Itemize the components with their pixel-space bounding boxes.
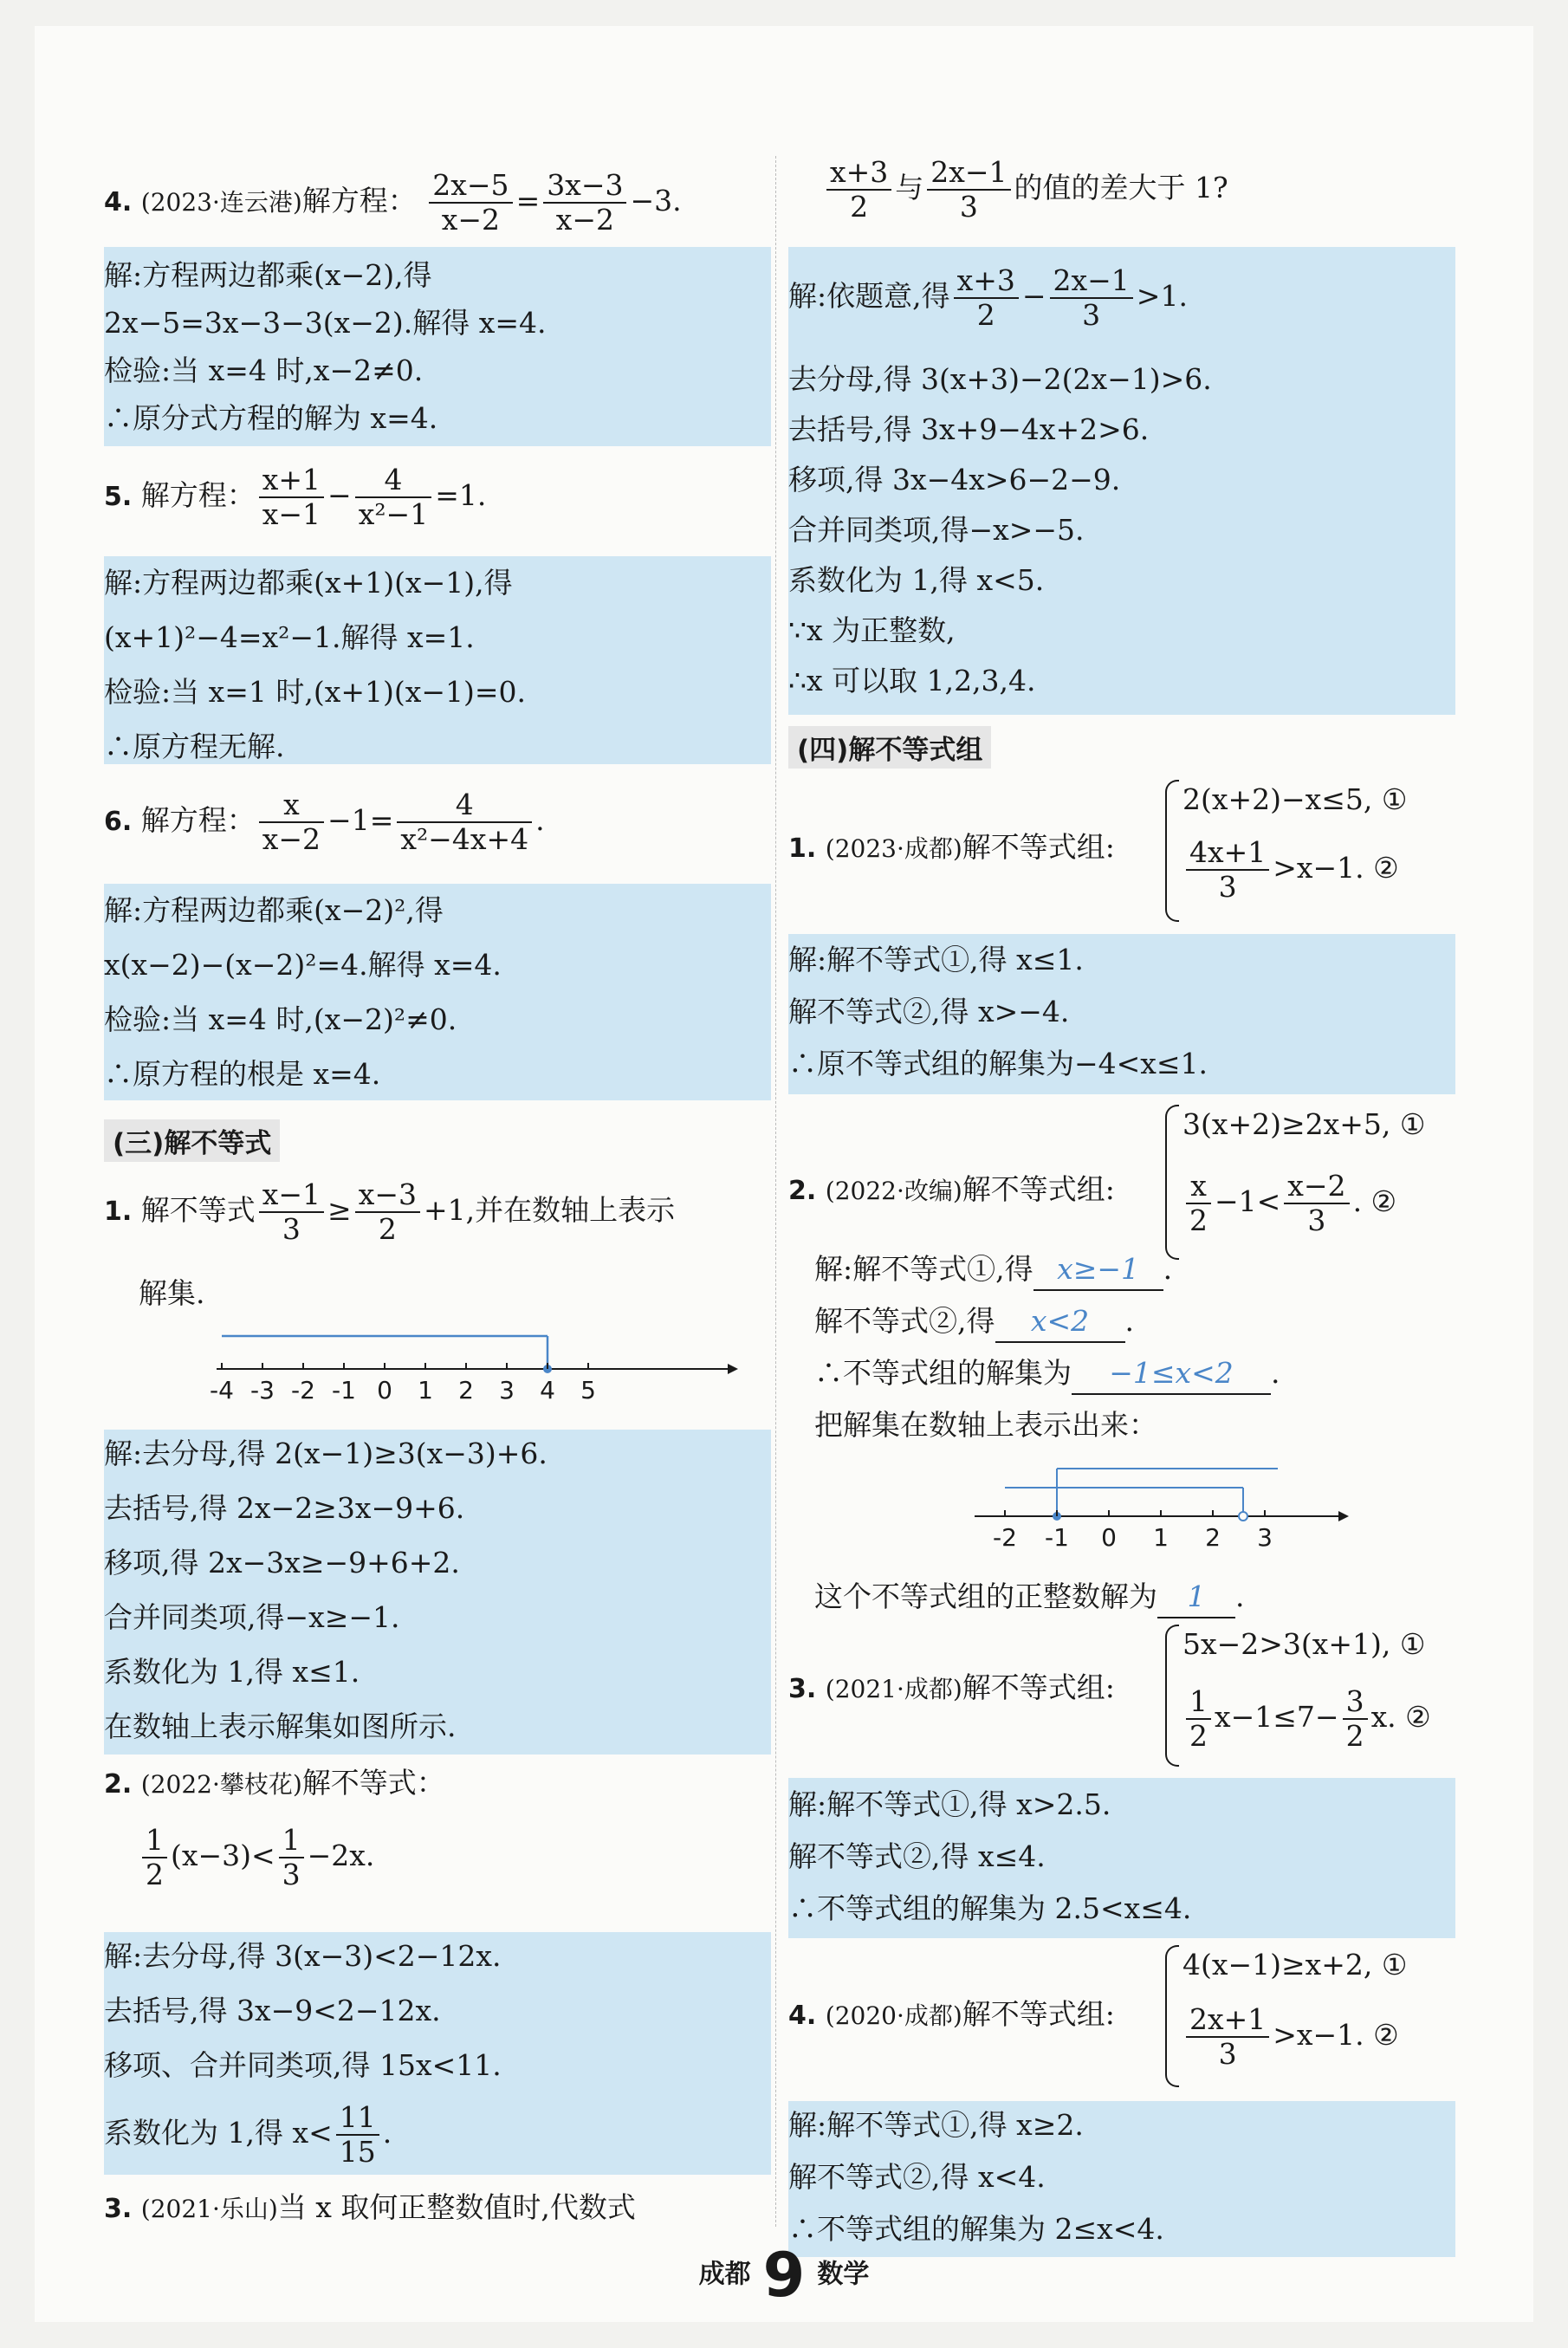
question-3-continued: $\frac{x+3}{2}$ 与 $\frac{2x-1}{3}$ 的值的差大于 1? <box>823 156 1228 224</box>
solution-line: 解:方程两边都乘(x+1)(x−1),得 <box>104 566 513 600</box>
page <box>35 26 1533 2322</box>
page-number: 9 <box>762 2240 806 2311</box>
fraction: $\frac{x+3}{2}$ <box>954 264 1019 332</box>
axis-label: 2 <box>1205 1523 1221 1552</box>
fraction: $\frac{2x-1}{3}$ <box>1050 264 1133 332</box>
system-row: $\frac{x}{2}$ −1< $\frac{x-2}{3}$ . ② <box>1182 1170 1396 1237</box>
solution-line: ∴原方程的根是 x=4. <box>104 1057 381 1091</box>
solution-line: 去分母,得 3(x+3)−2(2x−1)>6. <box>788 362 1212 396</box>
solution-line: 系数化为 1,得 x< $\frac{11}{15}$ . <box>104 2100 392 2169</box>
axis-label: -3 <box>250 1376 275 1404</box>
fraction: $\frac{1}{2}$ <box>142 1824 167 1891</box>
solution-line: 这个不等式组的正整数解为 1 . <box>814 1577 1245 1618</box>
answer-blank[interactable]: −1≤x<2 <box>1072 1353 1271 1395</box>
solution-line: 2x−5=3x−3−3(x−2).解得 x=4. <box>104 306 547 340</box>
question-2-expr: $\frac{1}{2}$ (x−3)< $\frac{1}{3}$ −2x. <box>139 1824 374 1891</box>
section-heading-4: (四)解不等式组 <box>788 726 991 769</box>
system-row: 4(x−1)≥x+2, ① <box>1182 1948 1408 1982</box>
solution-line: 把解集在数轴上表示出来： <box>814 1408 1157 1442</box>
endpoint-circle <box>1239 1512 1247 1521</box>
question-1-line2: 解集. <box>139 1276 205 1310</box>
answer-blank[interactable]: x<2 <box>995 1301 1125 1343</box>
solution-line: 去括号,得 3x−9<2−12x. <box>104 1994 441 2027</box>
solution-line: 去括号,得 2x−2≥3x−9+6. <box>104 1491 465 1525</box>
system-row: $\frac{1}{2}$ x−1≤7− $\frac{3}{2}$ x. ② <box>1182 1685 1431 1753</box>
solution-line: 解:解不等式①,得 x≥2. <box>788 2108 1084 2142</box>
number-line-1 <box>210 1326 736 1421</box>
solution-line: 解不等式②,得 x<2 . <box>814 1301 1134 1343</box>
fraction: $\frac{1}{3}$ <box>279 1824 304 1891</box>
column-divider <box>775 156 776 2227</box>
system-row: 3(x+2)≥2x+5, ① <box>1182 1107 1426 1141</box>
solution-line: 合并同类项,得−x>−5. <box>788 513 1085 547</box>
brace <box>1165 1945 1179 2087</box>
solution-line: 解:方程两边都乘(x−2)²,得 <box>104 893 444 927</box>
fraction: $\frac{4}{\text{x²−1}}$ <box>355 464 432 531</box>
system-4: 4. (2020·成都)解不等式组: <box>788 1997 1115 2031</box>
solution-line: ∵x 为正整数, <box>788 613 956 647</box>
solution-line: 解:去分母,得 2(x−1)≥3(x−3)+6. <box>104 1437 548 1470</box>
fraction: $\frac{2x-5}{x-2}$ <box>429 169 512 237</box>
axis-label: -1 <box>332 1376 356 1404</box>
solution-line: ∴不等式组的解集为 2≤x<4. <box>788 2212 1164 2246</box>
solution-line: 解:方程两边都乘(x−2),得 <box>104 258 432 292</box>
axis-label: -4 <box>210 1376 234 1404</box>
system-row: 2(x+2)−x≤5, ① <box>1182 782 1408 816</box>
problem-4: 4. (2023·连云港)解方程： $\frac{2x-5}{x-2}$ = $\frac{3x-3}{x-2}$ −3. <box>104 168 682 237</box>
solution-line: 移项,得 3x−4x>6−2−9. <box>788 463 1121 496</box>
solution-line: ∴原分式方程的解为 x=4. <box>104 401 438 435</box>
axis-label: 0 <box>1101 1523 1117 1552</box>
question-2: 2. (2022·攀枝花)解不等式： <box>104 1766 445 1800</box>
system-2: 2. (2022·改编)解不等式组: <box>788 1172 1115 1206</box>
axis-label: -2 <box>291 1376 315 1404</box>
solution-line: 在数轴上表示解集如图所示. <box>104 1709 457 1743</box>
solution-line: 解:解不等式①,得 x>2.5. <box>788 1787 1111 1821</box>
fraction: $\frac{2x+1}{3}$ <box>1186 2003 1269 2071</box>
axis-label: 4 <box>540 1376 555 1404</box>
fraction: $\frac{3x-3}{x-2}$ <box>543 169 626 237</box>
solution-line: x(x−2)−(x−2)²=4.解得 x=4. <box>104 948 502 982</box>
question-3: 3. (2021·乐山)当 x 取何正整数值时,代数式 <box>104 2190 636 2224</box>
solution-line: ∴x 可以取 1,2,3,4. <box>788 664 1036 697</box>
system-1: 1. (2023·成都)解不等式组: <box>788 830 1115 864</box>
solution-line: ∴原不等式组的解集为−4<x≤1. <box>788 1047 1208 1080</box>
solution-line: 解不等式②,得 x>−4. <box>788 995 1070 1028</box>
question-1: 1. 解不等式 $\frac{x-1}{3}$ ≥ $\frac{x-3}{2}$ +1,并在数轴上表示 <box>104 1177 676 1246</box>
axis-label: 0 <box>377 1376 392 1404</box>
fraction: $\frac{11}{15}$ <box>336 2101 379 2169</box>
solution-line: 解不等式②,得 x≤4. <box>788 1839 1046 1873</box>
footer-subject: 数学 <box>817 2259 870 2290</box>
fraction: $\frac{x-2}{3}$ <box>1284 1170 1349 1237</box>
fraction: $\frac{4}{\text{x²−4x+4}}$ <box>397 788 532 856</box>
fraction: $\frac{x+3}{2}$ <box>826 156 891 224</box>
problem-6: 6. 解方程： $\frac{x}{x-2}$ −1= $\frac{4}{\text{x²−4x+4}}$ . <box>104 788 545 856</box>
section-heading-3: (三)解不等式 <box>104 1119 280 1162</box>
solution-line: ∴不等式组的解集为 2.5<x≤4. <box>788 1891 1192 1925</box>
solution-line: 解:去分母,得 3(x−3)<2−12x. <box>104 1939 502 1973</box>
fraction: $\frac{x}{x-2}$ <box>259 788 324 856</box>
axis-label: 3 <box>1257 1523 1273 1552</box>
solution-line: 解不等式②,得 x<4. <box>788 2160 1046 2194</box>
axis-label: 5 <box>580 1376 596 1404</box>
solution-line: 系数化为 1,得 x≤1. <box>104 1655 360 1689</box>
solution-box <box>104 1430 771 1755</box>
axis-label: 3 <box>499 1376 515 1404</box>
fraction: $\frac{1}{2}$ <box>1186 1685 1211 1753</box>
axis-label: 1 <box>1153 1523 1169 1552</box>
answer-blank[interactable]: x≥−1 <box>1033 1249 1163 1291</box>
solution-line: 移项、合并同类项,得 15x<11. <box>104 2048 502 2082</box>
solution-line: 去括号,得 3x+9−4x+2>6. <box>788 412 1150 446</box>
solution-line: (x+1)²−4=x²−1.解得 x=1. <box>104 620 475 654</box>
brace <box>1165 780 1179 922</box>
fraction: $\frac{x}{2}$ <box>1186 1170 1211 1237</box>
solution-line: ∴原方程无解. <box>104 730 285 763</box>
system-row: 5x−2>3(x+1), ① <box>1182 1627 1426 1661</box>
axis-label: 1 <box>418 1376 433 1404</box>
axis-label: -2 <box>993 1523 1017 1552</box>
footer-city: 成都 <box>698 2259 751 2290</box>
solution-line: 系数化为 1,得 x<5. <box>788 563 1045 597</box>
system-row: $\frac{4x+1}{3}$ >x−1. ② <box>1182 836 1399 904</box>
fraction: $\frac{x+1}{x-1}$ <box>259 464 324 531</box>
solution-line: 移项,得 2x−3x≥−9+6+2. <box>104 1546 460 1579</box>
fraction: $\frac{2x-1}{3}$ <box>927 156 1010 224</box>
solution-line: 检验:当 x=1 时,(x+1)(x−1)=0. <box>104 675 526 709</box>
solution-line: 解:依题意,得 $\frac{x+3}{2}$ − $\frac{2x-1}{3}$ >1. <box>788 263 1188 332</box>
system-row: $\frac{2x+1}{3}$ >x−1. ② <box>1182 2003 1399 2071</box>
fraction: $\frac{4x+1}{3}$ <box>1186 836 1269 904</box>
solution-line: 合并同类项,得−x≥−1. <box>104 1600 400 1634</box>
solution-line: 解:解不等式①,得 x≥−1 . <box>814 1249 1172 1291</box>
fraction: $\frac{3}{2}$ <box>1343 1685 1368 1753</box>
system-3: 3. (2021·成都)解不等式组: <box>788 1670 1115 1704</box>
problem-5: 5. 解方程： $\frac{x+1}{x-1}$ − $\frac{4}{\text{x²−1}}$ =1. <box>104 463 487 531</box>
page-footer <box>35 2240 1533 2311</box>
axis-label: -1 <box>1045 1523 1069 1552</box>
fraction: $\frac{x-1}{3}$ <box>259 1178 324 1246</box>
answer-blank[interactable]: 1 <box>1157 1577 1235 1618</box>
solution-line: 检验:当 x=4 时,(x−2)²≠0. <box>104 1002 457 1036</box>
solution-line: 解:解不等式①,得 x≤1. <box>788 943 1084 976</box>
number-line-2 <box>975 1460 1347 1555</box>
brace <box>1165 1105 1179 1260</box>
solution-line: ∴不等式组的解集为 −1≤x<2 . <box>814 1353 1280 1395</box>
solution-line: 检验:当 x=4 时,x−2≠0. <box>104 353 424 387</box>
fraction: $\frac{x-3}{2}$ <box>355 1178 420 1246</box>
axis-label: 2 <box>458 1376 474 1404</box>
brace <box>1165 1625 1179 1767</box>
